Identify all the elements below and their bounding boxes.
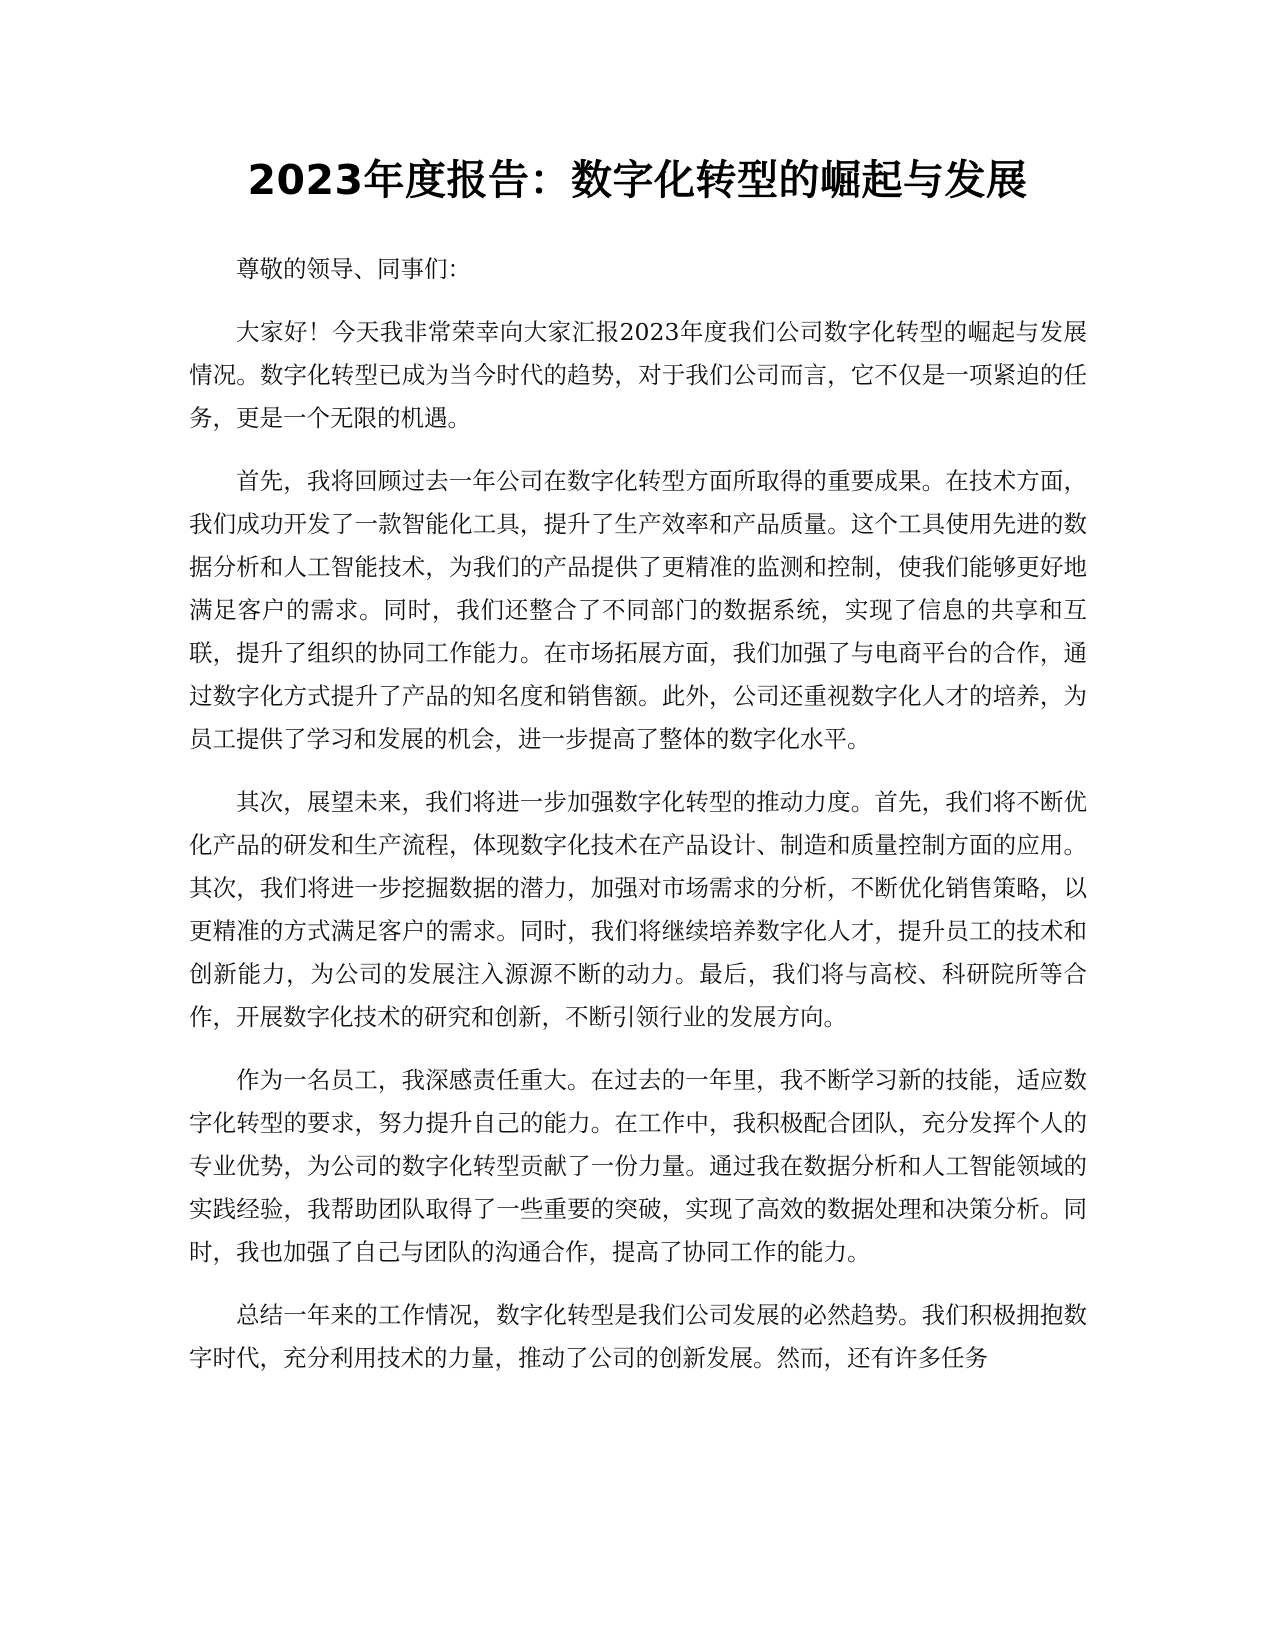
body-paragraph: 作为一名员工，我深感责任重大。在过去的一年里，我不断学习新的技能，适应数字化转型的要求，努力提升自己的能力。在工作中，我积极配合团队，充分发挥个人的专业优势，为公司的数字化转型贡献了一份力量。通过我在数据分析和人工智能领域的实践经验，我帮助团队取得了一些重要的突破，实现了高效的数据处理和决策分析。同时，我也加强了自己与团队的沟通合作，提高了协同工作的能力。: [189, 1066, 1087, 1266]
salutation-paragraph: 尊敬的领导、同事们：: [236, 255, 471, 283]
document-title: 2023年度报告：数字化转型的崛起与发展: [247, 156, 1028, 204]
body-paragraph: 其次，展望未来，我们将进一步加强数字化转型的推动力度。首先，我们将不断优化产品的研发和生产流程，体现数字化技术在产品设计、制造和质量控制方面的应用。其次，我们将进一步挖掘数据的潜力，加强对市场需求的分析，不断优化销售策略，以更精准的方式满足客户的需求。同时，我们将继续培养数字化人才，提升员工的技术和创新能力，为公司的发展注入源源不断的动力。最后，我们将与高校、科研院所等合作，开展数字化技术的研究和创新，不断引领行业的发展方向。: [189, 788, 1087, 1031]
document-body: [189, 248, 1087, 1400]
body-paragraph: 大家好！今天我非常荣幸向大家汇报2023年度我们公司数字化转型的崛起与发展情况。数字化转型已成为当今时代的趋势，对于我们公司而言，它不仅是一项紧迫的任务，更是一个无限的机遇。: [189, 318, 1087, 432]
body-paragraph: 首先，我将回顾过去一年公司在数字化转型方面所取得的重要成果。在技术方面，我们成功开发了一款智能化工具，提升了生产效率和产品质量。这个工具使用先进的数据分析和人工智能技术，为我们的产品提供了更精准的监测和控制，使我们能够更好地满足客户的需求。同时，我们还整合了不同部门的数据系统，实现了信息的共享和互联，提升了组织的协同工作能力。在市场拓展方面，我们加强了与电商平台的合作，通过数字化方式提升了产品的知名度和销售额。此外，公司还重视数字化人才的培养，为员工提供了学习和发展的机会，进一步提高了整体的数字化水平。: [189, 467, 1087, 753]
body-paragraph: 总结一年来的工作情况，数字化转型是我们公司发展的必然趋势。我们积极拥抱数字时代，充分利用技术的力量，推动了公司的创新发展。然而，还有许多任务: [189, 1301, 1087, 1372]
